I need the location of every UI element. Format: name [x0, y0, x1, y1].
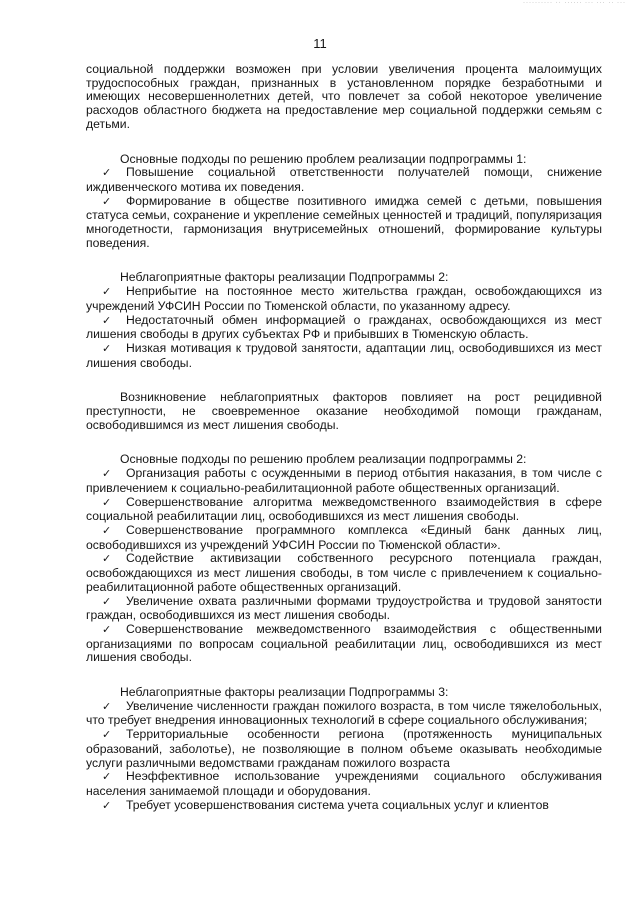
list-item [86, 314, 602, 342]
list-item [86, 595, 602, 623]
section-heading: Основные подходы по решению проблем реализации подпрограммы 2: [120, 452, 527, 467]
check-icon: ✓ [102, 595, 112, 608]
check-icon: ✓ [102, 553, 112, 566]
check-icon: ✓ [102, 729, 112, 742]
check-icon: ✓ [102, 342, 112, 355]
page-number: 11 [313, 36, 327, 51]
list-item-text: Формирование в обществе позитивного имиджа семей с детьми, повышения статуса семьи, сохранение и укрепление семейных ценностей и традиций, популяризация многодетности, гармонизация внутрисемейных отношений, формирование культуры поведения. [86, 193, 602, 250]
check-icon: ✓ [102, 623, 112, 636]
list-item-text: Требует усовершенствования система учета социальных услуг и клиентов [126, 797, 549, 812]
section-heading: Основные подходы по решению проблем реализации подпрограммы 1: [120, 151, 527, 166]
list-item [86, 166, 602, 194]
list-item-text: Содействие активизации собственного ресурсного потенциала граждан, освобождающихся из мест лишения свободы, в том числе с привлечением к социально-реабилитационной работе общественных организаций. [86, 551, 602, 594]
section-heading: Неблагоприятные факторы реализации Подпрограммы 3: [120, 685, 449, 700]
list-item [86, 524, 602, 552]
check-icon: ✓ [102, 799, 112, 812]
list-item [86, 623, 602, 665]
factors2-note: Возникновение неблагоприятных факторов повлияет на рост рецидивной преступности, не своевременное оказание необходимой помощи гражданам, освободившимся из мест лишения свободы. [86, 390, 602, 432]
factors3-list [86, 700, 602, 814]
list-item [86, 700, 602, 728]
section-heading: Неблагоприятные факторы реализации Подпрограммы 2: [120, 270, 449, 285]
list-item-text: Территориальные особенности региона (протяженность муниципальных образований, заболотье), не позволяющие в полном объеме оказывать необходимые услуги различными ведомствами гражданам пожилого возраста [86, 727, 602, 770]
list-item [86, 552, 602, 594]
list-item [86, 342, 602, 370]
list-item [86, 728, 602, 770]
check-icon: ✓ [102, 167, 112, 180]
list-item [86, 195, 602, 251]
list-item-text: Совершенствование программного комплекса «Единый банк данных лиц, освободившихся из учреждений УФСИН России по Тюменской области». [86, 522, 602, 552]
check-icon: ✓ [102, 771, 112, 784]
list-item-text: Увеличение численности граждан пожилого возраста, в том числе тяжелобольных, что требует внедрения инновационных технологий в сфере социального обслуживания; [86, 698, 602, 728]
check-icon: ✓ [102, 524, 112, 537]
list-item-text: Неприбытие на постоянное место жительства граждан, освобождающихся из учреждений УФСИН России по Тюменской области, по указанному адресу. [86, 284, 602, 313]
check-icon: ✓ [102, 314, 112, 327]
scan-header-mark: ·········· ·· ······ ··· ··· ·· ··· [523, 0, 626, 6]
intro-paragraph: социальной поддержки возможен при условии увеличения процента малоимущих трудоспособных граждан, признанных в установленном порядке безработными и имеющих несовершеннолетних детей, что повлечет за собой некоторое увеличение расходов областного бюджета на предоставление мер социальной поддержки семьям с детьми. [86, 62, 602, 131]
check-icon: ✓ [102, 496, 112, 509]
list-item [86, 770, 602, 798]
list-item [86, 799, 602, 814]
check-icon: ✓ [102, 195, 112, 208]
list-item [86, 285, 602, 313]
check-icon: ✓ [102, 468, 112, 481]
list-item-text: Повышение социальной ответственности получателей помощи, снижение иждивенческого мотива их поведения. [86, 165, 602, 194]
list-item-text: Низкая мотивация к трудовой занятости, адаптации лиц, освободившихся из мест лишения свободы. [86, 340, 602, 370]
list-item-text: Совершенствование межведомственного взаимодействия с общественными организациями по вопросам социальной реабилитации лиц, освободившихся из мест лишения свободы. [86, 621, 602, 665]
factors2-list [86, 285, 602, 370]
list-item-text: Совершенствование алгоритма межведомственного взаимодействия в сфере социальной реабилитации лиц, освободившихся из мест лишения свободы. [86, 494, 602, 524]
approaches1-list [86, 166, 602, 250]
list-item-text: Недостаточный обмен информацией о гражданах, освобождающихся из мест лишения свободы в других субъектах РФ и прибывших в Тюменскую область. [86, 312, 602, 342]
list-item [86, 467, 602, 495]
approaches2-list [86, 467, 602, 665]
check-icon: ✓ [102, 286, 112, 299]
list-item [86, 496, 602, 524]
check-icon: ✓ [102, 700, 112, 713]
list-item-text: Неэффективное использование учреждениями социального обслуживания населения занимаемой площади и оборудования. [86, 769, 602, 798]
document-body [86, 63, 602, 813]
list-item-text: Увеличение охвата различными формами трудоустройства и трудовой занятости граждан, освободившихся из мест лишения свободы. [86, 593, 602, 623]
list-item-text: Организация работы с осужденными в период отбытия наказания, в том числе с привлечением к социально-реабилитационной работе общественных организаций. [86, 466, 602, 495]
